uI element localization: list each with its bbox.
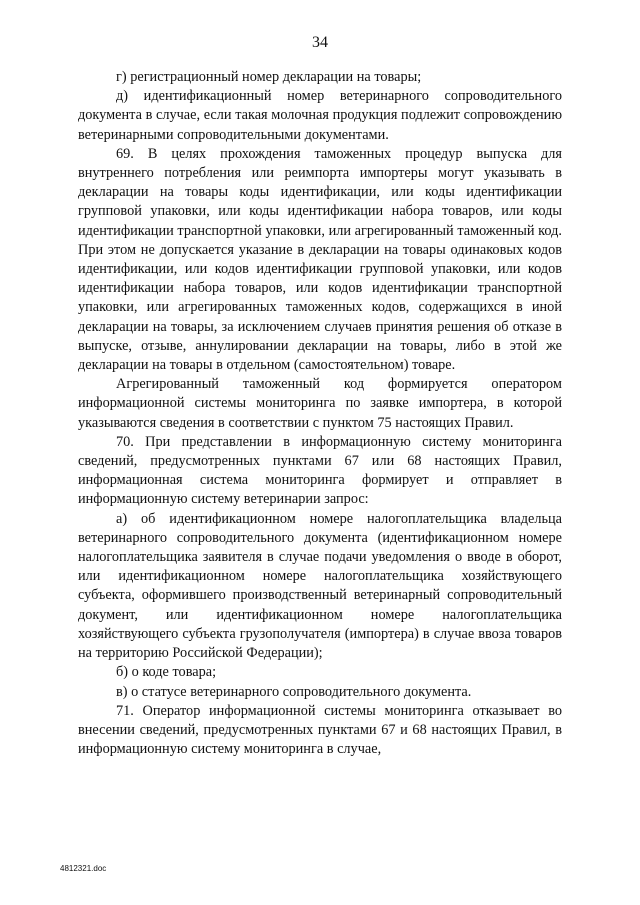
page-number: 34 [312, 34, 328, 51]
paragraph-aggregated-code: Агрегированный таможенный код формируется оператором информационной системы мониторинга по заявке импортера, в которой указываются сведения в соответствии с пунктом 75 настоящих Правил. [78, 376, 562, 431]
paragraph-item-v: в) о статусе ветеринарного сопроводительного документа. [116, 683, 472, 700]
file-name-footer: 4812321.doc [60, 864, 107, 873]
paragraph-70: 70. При представлении в информационную систему мониторинга сведений, предусмотренных пунктами 67 или 68 настоящих Правил, информационная система мониторинга формирует и отправляет в информационную систему ветеринарии запрос: [78, 433, 562, 508]
paragraph-71: 71. Оператор информационной системы мониторинга отказывает во внесении сведений, предусмотренных пунктами 67 и 68 настоящих Правил, в информационную систему мониторинга в случае, [78, 702, 562, 758]
document-body [78, 68, 562, 759]
paragraph-item-b: б) о коде товара; [116, 664, 217, 681]
paragraph-item-a: а) об идентификационном номере налогоплательщика владельца ветеринарного сопроводительного документа (идентификационном номере налогоплательщика заявителя в случае подачи уведомления о вводе в оборот, или идентификационном номере налогоплательщика хозяйствующего субъекта, оформившего производственный ветеринарный сопроводительный документ, или идентификационном номере налогоплательщика хозяйствующего субъекта грузополучателя (импортера) в случае ввоза товаров на территорию Российской Федерации); [78, 510, 562, 662]
paragraph-item-g: г) регистрационный номер декларации на товары; [116, 69, 422, 85]
paragraph-item-d: д) идентификационный номер ветеринарного сопроводительного документа в случае, если такая молочная продукция подлежит сопровождению ветеринарными сопроводительными документами. [78, 88, 562, 143]
paragraph-69: 69. В целях прохождения таможенных процедур выпуска для внутреннего потребления или реимпорта импортеры могут указывать в декларации на товары коды идентификации, или коды идентификации групповой упаковки, или коды идентификации набора товаров, или коды идентификации транспортной упаковки, или агрегированный таможенный код. При этом не допускается указание в декларации на товары одинаковых кодов идентификации, или кодов идентификации групповой упаковки, или кодов идентификации набора товаров, или кодов идентификации транспортной упаковки, или агрегированных таможенных кодов, содержащихся в иной декларации на товары, за исключением случаев принятия решения об отказе в выпуске, отзыве, аннулировании декларации на товары, либо в этой же декларации на товары в отдельном (самостоятельном) товаре. [78, 145, 562, 374]
